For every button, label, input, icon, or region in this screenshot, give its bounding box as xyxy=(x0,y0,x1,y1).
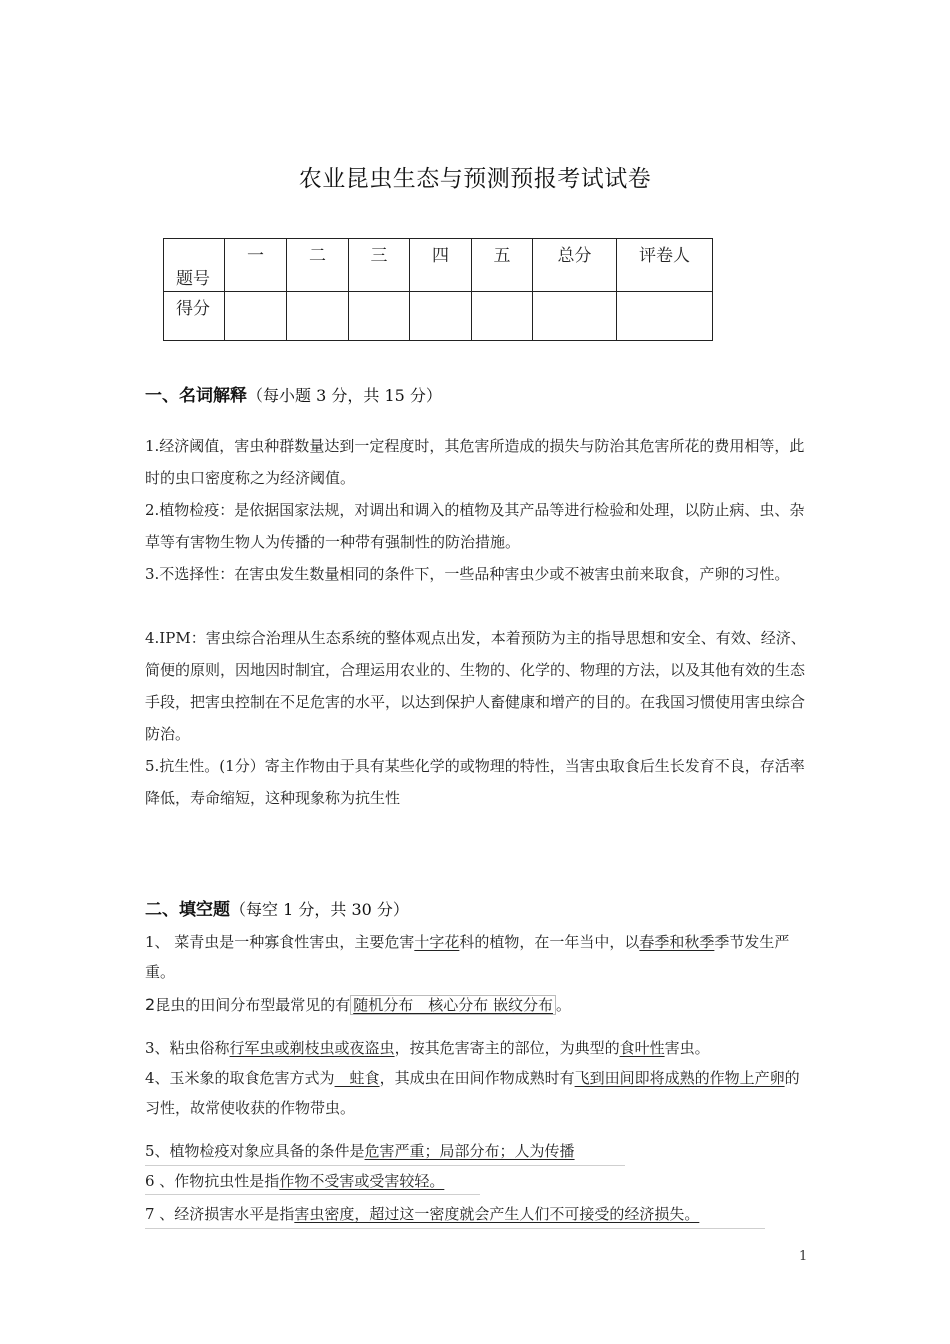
row-label-question-number: 题号 xyxy=(164,239,225,292)
page-title: 农业昆虫生态与预测预报考试试卷 xyxy=(298,166,652,192)
q5-answer: 危害严重；局部分布；人为传播 xyxy=(364,1142,575,1160)
score-table xyxy=(163,238,713,341)
q3-answer-1: 行军虫或剃枝虫或夜盗虫 xyxy=(229,1039,395,1057)
score-table-header-row xyxy=(164,239,713,292)
column-header-total: 总分 xyxy=(533,239,617,292)
section2-heading xyxy=(145,895,409,920)
fill-question-2 xyxy=(145,990,810,1020)
score-cell xyxy=(533,292,617,341)
section1-note: （每小题 3 分，共 15 分） xyxy=(247,386,442,405)
q2-answer: 随机分布 核心分布 嵌纹分布 xyxy=(350,995,556,1015)
q6-answer: 作物不受害或受害较轻。 xyxy=(279,1172,445,1190)
q3-answer-2: 食叶性 xyxy=(619,1039,665,1057)
score-cell xyxy=(617,292,713,341)
fill-question-7 xyxy=(145,1199,810,1229)
section2-note: （每空 1 分，共 30 分） xyxy=(230,900,409,919)
score-cell xyxy=(472,292,533,341)
q4-text-b: ，其成虫在田间作物成熟时有 xyxy=(379,1069,575,1087)
q3-text-c: 害虫。 xyxy=(664,1039,710,1057)
q2-text-b: 。 xyxy=(555,996,571,1014)
score-cell xyxy=(410,292,472,341)
column-header-grader: 评卷人 xyxy=(617,239,713,292)
fill-question-1 xyxy=(145,927,810,987)
definition-item-1: 1.经济阈值，害虫种群数量达到一定程度时，其危害所造成的损失与防治其危害所花的费用相等，此时的虫口密度称之为经济阈值。 xyxy=(145,437,805,487)
q1-text-c: 季节发生严重。 xyxy=(145,933,790,981)
q7-answer: 害虫密度，超过这一密度就会产生人们不可接受的经济损失。 xyxy=(294,1205,700,1223)
q4-text-c: 的习性，故常使收获的作物带虫。 xyxy=(145,1069,800,1117)
column-header-2: 二 xyxy=(287,239,349,292)
score-table-score-row xyxy=(164,292,713,341)
q7-text-a: 7 、经济损害水平是指 xyxy=(145,1205,295,1223)
q2-text-a: 昆虫的田间分布型最常见的有 xyxy=(155,996,351,1014)
column-header-4: 四 xyxy=(410,239,472,292)
q5-text-a: 5、植物检疫对象应具备的条件是 xyxy=(145,1142,365,1160)
section2-title: 二、填空题 xyxy=(145,900,230,920)
score-cell xyxy=(225,292,287,341)
section1-heading xyxy=(145,381,442,406)
q2-number: 2 xyxy=(145,995,156,1014)
fill-question-6 xyxy=(145,1166,810,1196)
q4-text-a: 4、玉米象的取食危害方式为 xyxy=(145,1069,335,1087)
score-cell xyxy=(287,292,349,341)
answer-rule xyxy=(145,1228,765,1229)
column-header-3: 三 xyxy=(349,239,410,292)
answer-rule xyxy=(145,1194,480,1195)
column-header-5: 五 xyxy=(472,239,533,292)
fill-question-4 xyxy=(145,1063,810,1123)
page-number: 1 xyxy=(799,1249,808,1264)
q3-text-a: 3、粘虫俗称 xyxy=(145,1039,230,1057)
fill-question-3 xyxy=(145,1033,810,1063)
row-label-score: 得分 xyxy=(164,292,225,341)
definition-item-3: 3.不选择性：在害虫发生数量相同的条件下，一些品种害虫少或不被害虫前来取食，产卵的习性。 xyxy=(145,565,790,583)
q6-text-a: 6 、作物抗虫性是指 xyxy=(145,1172,280,1190)
definition-item-2: 2.植物检疫：是依据国家法规，对调出和调入的植物及其产品等进行检验和处理，以防止病、虫、杂草等有害物生物人为传播的一种带有强制性的防治措施。 xyxy=(145,501,805,551)
q1-text-a: 1、 菜青虫是一种寡食性害虫，主要危害 xyxy=(145,933,415,951)
column-header-1: 一 xyxy=(225,239,287,292)
q4-answer-2: 飞到田间即将成熟的作物上产卵 xyxy=(574,1069,785,1087)
q3-text-b: ，按其危害寄主的部位，为典型的 xyxy=(394,1039,620,1057)
section1-title: 一、名词解释 xyxy=(145,386,247,406)
definition-item-4: 4.IPM：害虫综合治理从生态系统的整体观点出发，本着预防为主的指导思想和安全、有效、经济、简便的原则，因地因时制宜，合理运用农业的、生物的、化学的、物理的方法，以及其他有效的生态手段，把害虫控制在不足危害的水平，以达到保护人畜健康和增产的目的。在我国习惯使用害虫综合防治。 xyxy=(145,629,806,743)
definition-item-5: 5.抗生性。(1分）寄主作物由于具有某些化学的或物理的特性，当害虫取食后生长发育不良，存活率降低，寿命缩短，这种现象称为抗生性 xyxy=(145,757,805,807)
fill-question-5 xyxy=(145,1136,810,1166)
q1-answer-1: 十字花 xyxy=(414,933,460,951)
q4-answer-1: 蛀食 xyxy=(334,1069,380,1087)
score-cell xyxy=(349,292,410,341)
q1-text-b: 科的植物，在一年当中，以 xyxy=(459,933,640,951)
q1-answer-2: 春季和秋季 xyxy=(639,933,715,951)
